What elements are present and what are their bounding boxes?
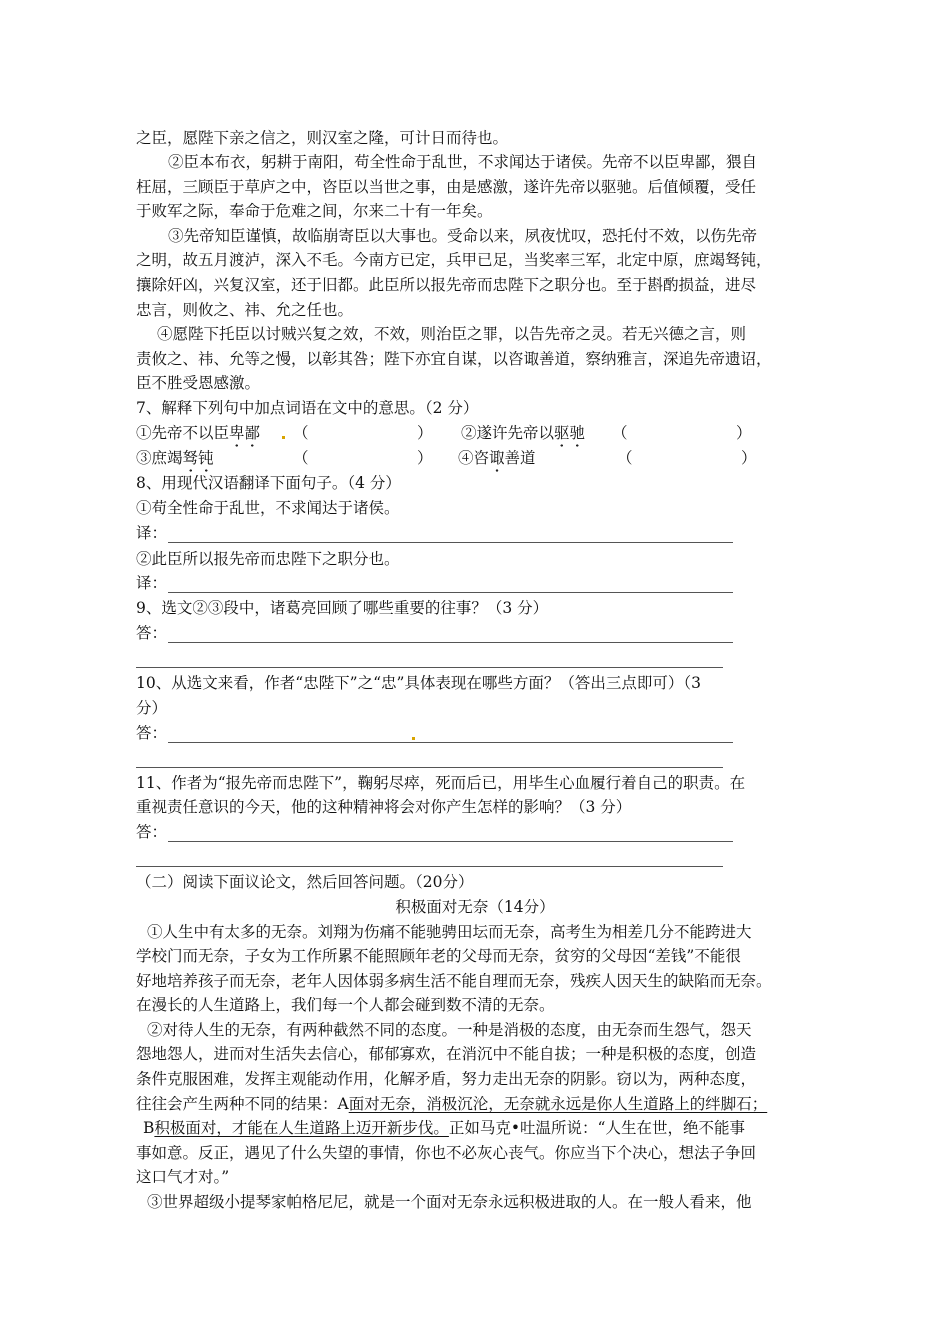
answer-label: 答： — [136, 624, 168, 642]
question-11-stem-cont: 重视责任意识的今天，他的这种精神将会对你产生怎样的影响？（3 分） — [136, 798, 632, 816]
essay-text: 往往会产生两种不同的结果：A — [136, 1095, 349, 1113]
passage-line: 枉屈，三顾臣于草庐之中，咨臣以当世之事，由是感激，遂许先帝以驱驰。后值倾覆，受任 — [136, 178, 757, 196]
essay-line: 这口气才对。” — [136, 1168, 230, 1186]
passage-line: 之臣，愿陛下亲之信之，则汉室之隆，可计日而待也。 — [136, 129, 509, 147]
essay-paragraph-3: ③世界超级小提琴家帕格尼尼，就是一个面对无奈永远积极进取的人。在一般人看来，他 — [147, 1193, 752, 1211]
q7-item-4-text: ④咨 — [458, 449, 490, 467]
q7-item-2-dotted-word: 驱驰 — [554, 424, 586, 442]
question-7-item-4 — [458, 448, 536, 468]
passage-line: 责攸之、祎、允等之慢，以彰其咎；陛下亦宜自谋，以咨诹善道，察纳雅言，深追先帝遗诏， — [136, 350, 772, 368]
answer-line[interactable] — [168, 592, 733, 593]
answer-line[interactable] — [136, 767, 723, 768]
q7-item-2-text: ②遂许先帝以 — [461, 424, 555, 442]
passage-line: 之明，故五月渡泸，深入不毛。今南方已定，兵甲已足，当奖率三军，北定中原，庶竭驽钝， — [136, 251, 772, 269]
answer-line[interactable] — [168, 542, 733, 543]
section-2-heading: （二）阅读下面议论文，然后回答问题。（20分） — [136, 873, 474, 891]
essay-paragraph-1: ①人生中有太多的无奈。刘翔为伤痛不能驰骋田坛而无奈，高考生为相差几分不能跨进大 — [147, 923, 752, 941]
passage-line: 臣不胜受恩感激。 — [136, 374, 261, 392]
essay-line: 在漫长的人生道路上，我们每一个人都会碰到数不清的无奈。 — [136, 996, 555, 1014]
q7-item-2-blank[interactable]: （ ） — [612, 424, 752, 442]
answer-line[interactable] — [136, 667, 723, 668]
answer-label: 答： — [136, 724, 168, 742]
answer-line[interactable] — [168, 742, 733, 743]
question-10-stem-cont: 分） — [136, 699, 168, 717]
question-10-stem: 10、从选文来看，作者“忠陛下”之“忠”具体表现在哪些方面？（答出三点即可）（3 — [136, 674, 702, 692]
essay-text: 正如马克•吐温所说：“人生在世，绝不能事 — [448, 1119, 745, 1137]
question-7-stem: 7、解释下列句中加点词语在文中的意思。（2 分） — [136, 399, 479, 417]
question-7-item-1 — [136, 423, 260, 443]
passage-paragraph-2: ②臣本布衣，躬耕于南阳，苟全性命于乱世，不求闻达于诸侯。先帝不以臣卑鄙，猥自 — [168, 153, 758, 171]
q7-item-3-text: ③庶竭 — [136, 449, 183, 467]
q7-item-4-dotted-word: 诹 — [489, 449, 505, 467]
answer-label: 答： — [136, 823, 168, 841]
answer-line[interactable] — [168, 642, 733, 643]
essay-line: 好地培养孩子而无奈，老年人因体弱多病生活不能自理而无奈，残疾人因天生的缺陷而无奈。 — [136, 972, 772, 990]
essay-title: 积极面对无奈（14分） — [395, 898, 555, 916]
passage-paragraph-4: ④愿陛下托臣以讨贼兴复之效，不效，则治臣之罪，以告先帝之灵。若无兴德之言，则 — [157, 325, 747, 343]
underlined-sentence-b: 积极面对，才能在人生道路上迈开新步伐。 — [154, 1119, 449, 1137]
q7-item-1-text: ①先帝不以臣 — [136, 424, 230, 442]
essay-line: 事如意。反正，遇见了什么失望的事情，你也不必灰心丧气。你应当下个决心，想法子争回 — [136, 1144, 757, 1162]
stray-mark — [412, 737, 415, 740]
passage-line: 攘除奸凶，兴复汉室，还于旧都。此臣所以报先帝而忠陛下之职分也。至于斟酌损益，进尽 — [136, 276, 757, 294]
question-7-item-2 — [461, 423, 585, 443]
essay-line-sentence-a — [136, 1094, 767, 1114]
essay-paragraph-2: ②对待人生的无奈，有两种截然不同的态度。一种是消极的态度，由无奈而生怨气，怨天 — [147, 1021, 752, 1039]
underlined-sentence-a: 面对无奈，消极沉沦，无奈就永远是你人生道路上的绊脚石； — [348, 1095, 768, 1113]
q7-item-3-blank[interactable]: （ ） — [293, 449, 433, 467]
q7-item-4-text-tail: 善道 — [504, 449, 536, 467]
question-8-stem: 8、用现代汉语翻译下面句子。（4 分） — [136, 474, 401, 492]
q7-item-1-dotted-word: 卑鄙 — [229, 424, 261, 442]
translate-label: 译： — [136, 574, 168, 592]
essay-line: 学校门而无奈，子女为工作所累不能照顾年老的父母而无奈，贫穷的父母因“差钱”不能很 — [136, 947, 741, 965]
question-8-sentence-1: ①苟全性命于乱世，不求闻达于诸侯。 — [136, 499, 400, 517]
q7-item-3-dotted-word: 驽钝 — [182, 449, 214, 467]
question-8-sentence-2: ②此臣所以报先帝而忠陛下之职分也。 — [136, 550, 400, 568]
question-11-stem: 11、作者为“报先帝而忠陛下”，鞠躬尽瘁，死而后已，用毕生心血履行着自己的职责。在 — [136, 774, 746, 792]
answer-line[interactable] — [136, 866, 723, 867]
stray-mark — [282, 436, 285, 439]
essay-line-sentence-b — [143, 1118, 745, 1138]
passage-line: 忠言，则攸之、祎、允之任也。 — [136, 301, 354, 319]
answer-line[interactable] — [168, 841, 733, 842]
essay-text: B — [143, 1119, 155, 1137]
question-9-stem: 9、选文②③段中，诸葛亮回顾了哪些重要的往事？（3 分） — [136, 599, 549, 617]
q7-item-1-blank[interactable]: （ ） — [293, 424, 433, 442]
question-7-item-3 — [136, 448, 214, 468]
passage-line: 于败军之际，奉命于危难之间，尔来二十有一年矣。 — [136, 202, 493, 220]
essay-line: 怨地怨人，进而对生活失去信心，郁郁寡欢，在消沉中不能自拔；一种是积极的态度，创造 — [136, 1045, 757, 1063]
q7-item-4-blank[interactable]: （ ） — [617, 449, 757, 467]
passage-paragraph-3: ③先帝知臣谨慎，故临崩寄臣以大事也。受命以来，夙夜忧叹，恐托付不效，以伤先帝 — [168, 227, 758, 245]
translate-label: 译： — [136, 524, 168, 542]
essay-line: 条件克服困难，发挥主观能动作用，化解矛盾，努力走出无奈的阴影。窃以为，两种态度， — [136, 1070, 757, 1088]
